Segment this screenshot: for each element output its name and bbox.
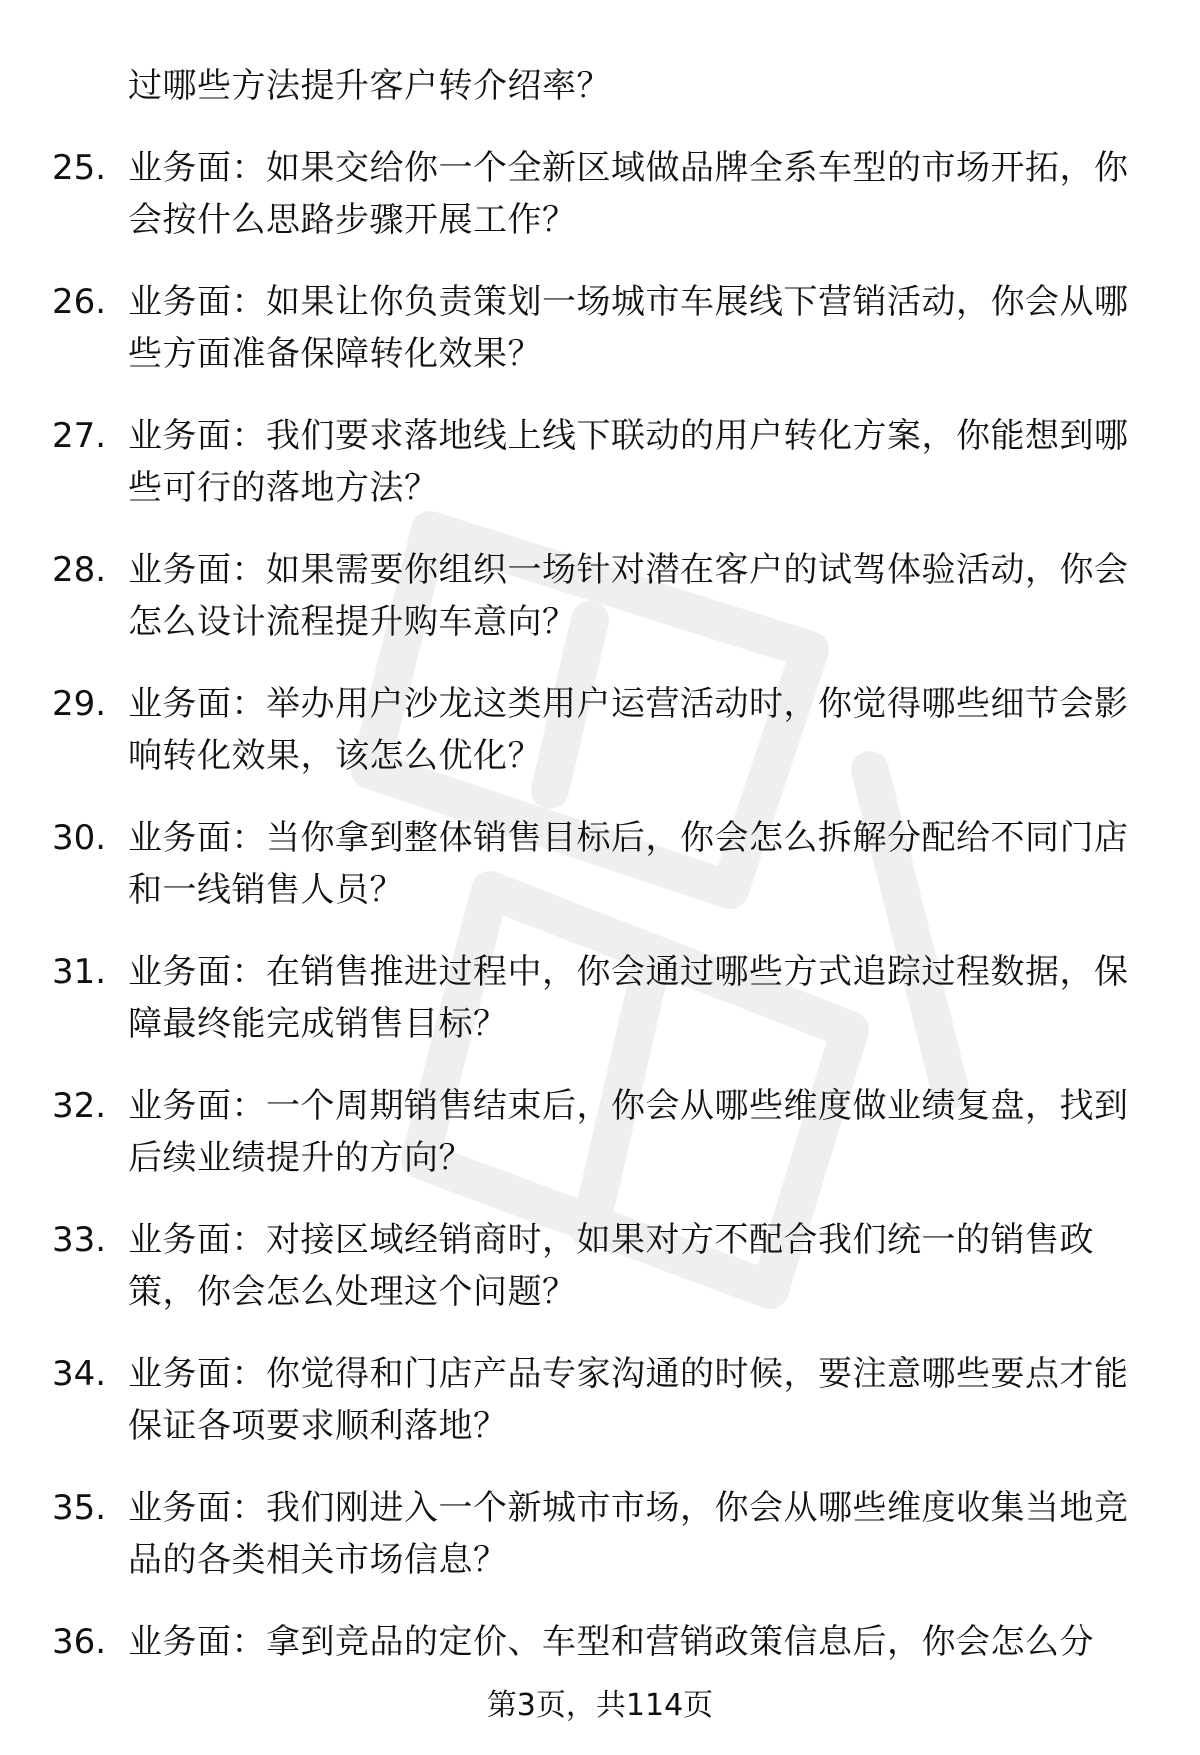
question-number: 32. bbox=[52, 1086, 107, 1126]
question-number: 28. bbox=[52, 550, 107, 590]
question-item-25 bbox=[0, 142, 1200, 276]
question-item-34 bbox=[0, 1348, 1200, 1482]
question-item-26 bbox=[0, 276, 1200, 410]
question-number: 27. bbox=[52, 416, 107, 456]
question-text: 业务面：我们刚进入一个新城市市场，你会从哪些维度收集当地竞品的各类相关市场信息？ bbox=[128, 1488, 1129, 1580]
question-text: 业务面：举办用户沙龙这类用户运营活动时，你觉得哪些细节会影响转化效果，该怎么优化？ bbox=[128, 684, 1129, 776]
question-text: 业务面：如果让你负责策划一场城市车展线下营销活动，你会从哪些方面准备保障转化效果？ bbox=[128, 282, 1129, 374]
question-text: 业务面：拿到竞品的定价、车型和营销政策信息后，你会怎么分 bbox=[128, 1622, 1094, 1662]
question-item-29 bbox=[0, 678, 1200, 812]
question-number: 34. bbox=[52, 1354, 107, 1394]
question-item-32 bbox=[0, 1080, 1200, 1214]
question-text: 业务面：你觉得和门店产品专家沟通的时候，要注意哪些要点才能保证各项要求顺利落地？ bbox=[128, 1354, 1129, 1446]
question-text: 业务面：当你拿到整体销售目标后，你会怎么拆解分配给不同门店和一线销售人员？ bbox=[128, 818, 1129, 910]
question-number: 31. bbox=[52, 952, 107, 992]
question-item-31 bbox=[0, 946, 1200, 1080]
question-item-30 bbox=[0, 812, 1200, 946]
question-text: 业务面：在销售推进过程中，你会通过哪些方式追踪过程数据，保障最终能完成销售目标？ bbox=[128, 952, 1129, 1044]
question-number: 26. bbox=[52, 282, 107, 322]
question-item-33 bbox=[0, 1214, 1200, 1348]
question-text: 业务面：我们要求落地线上线下联动的用户转化方案，你能想到哪些可行的落地方法？ bbox=[128, 416, 1129, 508]
question-number: 36. bbox=[52, 1622, 107, 1662]
question-item-27 bbox=[0, 410, 1200, 544]
question-number: 29. bbox=[52, 684, 107, 724]
question-item-35 bbox=[0, 1482, 1200, 1616]
question-text: 业务面：如果需要你组织一场针对潜在客户的试驾体验活动，你会怎么设计流程提升购车意向？ bbox=[128, 550, 1129, 642]
question-item-36 bbox=[0, 1616, 1200, 1750]
question-list bbox=[0, 142, 1200, 1750]
question-number: 30. bbox=[52, 818, 107, 858]
question-number: 35. bbox=[52, 1488, 107, 1528]
question-text: 业务面：一个周期销售结束后，你会从哪些维度做业绩复盘，找到后续业绩提升的方向？ bbox=[128, 1086, 1129, 1178]
question-text: 业务面：如果交给你一个全新区域做品牌全系车型的市场开拓，你会按什么思路步骤开展工作？ bbox=[128, 148, 1129, 240]
question-text: 业务面：对接区域经销商时，如果对方不配合我们统一的销售政策，你会怎么处理这个问题？ bbox=[128, 1220, 1094, 1312]
page-footer: 第3页，共114页 bbox=[486, 1688, 714, 1723]
question-number: 25. bbox=[52, 148, 107, 188]
question-number: 33. bbox=[52, 1220, 107, 1260]
question-item-28 bbox=[0, 544, 1200, 678]
continuation-text: 过哪些方法提升客户转介绍率？ bbox=[128, 66, 611, 106]
